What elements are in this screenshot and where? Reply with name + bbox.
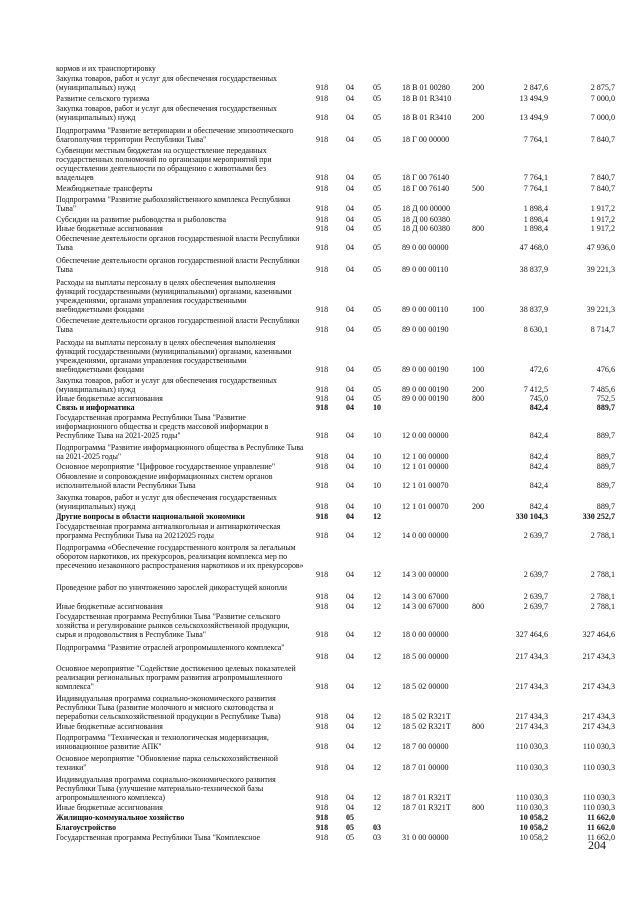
row-rz: 04: [346, 742, 355, 751]
row-sum-2025: 11 662,0: [587, 823, 615, 832]
row-csr: 18 5 02 R321T: [402, 722, 451, 731]
row-pr: 12: [373, 652, 382, 661]
row-glav: 918: [316, 793, 329, 802]
row-csr: 18 7 01 00000: [402, 763, 449, 772]
row-csr: 18 5 00 00000: [402, 652, 449, 661]
row-glav: 918: [316, 224, 329, 233]
row-rz: 04: [346, 570, 355, 579]
row-name: Иные бюджетные ассигнования: [56, 722, 163, 731]
row-glav: 918: [316, 531, 329, 540]
row-sum-2025: 39 221,3: [586, 305, 615, 314]
row-name: Иные бюджетные ассигнования: [56, 803, 163, 812]
row-glav: 918: [316, 431, 329, 440]
row-name: Проведение работ по уничтожению зарослей дикорастущей конопли: [56, 583, 287, 592]
row-name: Связь и информатика: [56, 403, 135, 412]
row-pr: 12: [373, 712, 382, 721]
row-sum-2025: 2 788,1: [590, 592, 615, 601]
row-sum-2025: 889,7: [596, 431, 615, 440]
row-sum-2024: 110 030,3: [515, 793, 548, 802]
row-sum-2025: 1 917,2: [590, 204, 615, 213]
row-pr: 12: [373, 722, 382, 731]
row-sum-2024: 13 494,9: [519, 113, 548, 122]
row-pr: 12: [373, 570, 382, 579]
row-glav: 918: [316, 682, 329, 691]
row-name: Подпрограмма «Обеспечение государственного контроля за легальным оборотом наркотиков, их прекурсоров, реализация комплекса мер по пресечению незаконного распространения наркотиков и их прекурсоров»: [56, 543, 304, 570]
row-glav: 918: [316, 803, 329, 812]
row-csr: 89 0 00 00190: [402, 394, 449, 403]
row-vr: 200: [472, 113, 485, 122]
row-vr: 800: [472, 394, 485, 403]
row-pr: 05: [373, 135, 382, 144]
row-sum-2025: 110 030,3: [582, 763, 615, 772]
row-name: Закупка товаров, работ и услуг для обеспечения государственных (муниципальных) нужд: [56, 104, 277, 122]
row-pr: 05: [373, 305, 382, 314]
row-sum-2024: 2 639,7: [523, 602, 548, 611]
row-rz: 04: [346, 325, 355, 334]
row-name: Благоустройство: [56, 823, 117, 832]
row-csr: 89 0 00 00190: [402, 365, 449, 374]
row-csr: 89 0 00 00110: [402, 305, 449, 314]
row-glav: 918: [316, 305, 329, 314]
row-pr: 05: [373, 224, 382, 233]
row-pr: 10: [373, 481, 382, 490]
row-name: Обновление и сопровождение информационных систем органов исполнительной власти Республики Тыва: [56, 472, 273, 490]
row-sum-2024: 217 434,3: [515, 682, 548, 691]
row-pr: 05: [373, 365, 382, 374]
row-csr: 18 В 01 R3410: [402, 113, 452, 122]
row-name: Закупка товаров, работ и услуг для обеспечения государственных (муниципальных) нужд: [56, 493, 277, 511]
row-glav: 918: [316, 94, 329, 103]
row-csr: 14 3 00 00000: [402, 570, 449, 579]
row-pr: 12: [373, 531, 382, 540]
row-glav: 918: [316, 243, 329, 252]
row-sum-2024: 10 058,2: [519, 813, 548, 822]
row-csr: 89 0 00 00000: [402, 243, 449, 252]
row-pr: 12: [373, 803, 382, 812]
row-name: Субвенции местным бюджетам на осуществление переданных государственных полномочий по организации мероприятий при осуществлении деятельности по обращению с животными без владельцев: [56, 146, 272, 182]
row-csr: 18 Д 00 00000: [402, 204, 451, 213]
row-glav: 918: [316, 325, 329, 334]
row-sum-2024: 842,4: [529, 403, 548, 412]
row-glav: 918: [316, 602, 329, 611]
row-pr: 05: [373, 243, 382, 252]
row-name: Подпрограмма "Развитие рыбохозяйственного комплекса Республики Тыва": [56, 195, 291, 213]
row-sum-2025: 47 936,0: [586, 243, 615, 252]
row-pr: 05: [373, 83, 382, 92]
row-sum-2025: 8 714,7: [590, 325, 615, 334]
row-sum-2025: 217 434,3: [582, 682, 615, 691]
row-glav: 918: [316, 403, 329, 412]
row-name: Обеспечение деятельности органов государственной власти Республики Тыва: [56, 256, 300, 274]
row-sum-2024: 10 058,2: [519, 823, 548, 832]
row-glav: 918: [316, 462, 329, 471]
row-sum-2025: 330 252,7: [582, 512, 615, 521]
row-sum-2025: 889,7: [596, 481, 615, 490]
row-sum-2024: 745,0: [529, 394, 548, 403]
row-glav: 918: [316, 630, 329, 639]
row-sum-2025: 217 434,3: [582, 722, 615, 731]
row-name: Государственная программа Республики Тыва "Развитие информационного общества и средств массовой информации в Республике Тыва на 2021-2025 годы": [56, 413, 269, 440]
row-sum-2024: 10 058,2: [519, 833, 548, 842]
row-rz: 04: [346, 722, 355, 731]
row-vr: 800: [472, 224, 485, 233]
row-rz: 04: [346, 94, 355, 103]
row-name: Закупка товаров, работ и услуг для обеспечения государственных (муниципальных) нужд: [56, 376, 277, 394]
row-sum-2024: 110 030,3: [515, 742, 548, 751]
row-name: Межбюджетные трансферты: [56, 184, 153, 193]
row-name: Закупка товаров, работ и услуг для обеспечения государственных (муниципальных) нужд: [56, 74, 277, 92]
row-pr: 12: [373, 602, 382, 611]
row-rz: 04: [346, 630, 355, 639]
row-csr: 12 0 00 00000: [402, 431, 449, 440]
row-name: Обеспечение деятельности органов государственной власти Республики Тыва: [56, 316, 300, 334]
row-sum-2024: 842,4: [529, 452, 548, 461]
row-name: кормов и их транспортировку: [56, 64, 156, 73]
row-rz: 04: [346, 481, 355, 490]
row-sum-2025: 110 030,3: [582, 742, 615, 751]
row-glav: 918: [316, 265, 329, 274]
row-rz: 04: [346, 243, 355, 252]
row-rz: 04: [346, 512, 355, 521]
row-sum-2025: 11 662,0: [586, 833, 615, 842]
row-sum-2025: 217 434,3: [582, 712, 615, 721]
row-name: Основное мероприятие "Цифровое государственное управление": [56, 462, 276, 471]
row-sum-2024: 110 030,3: [515, 803, 548, 812]
row-sum-2024: 7 764,1: [523, 173, 548, 182]
row-name: Индивидуальная программа социально-экономического развития Республики Тыва (улучшение материально-технической базы агропромышленного комплекса): [56, 775, 276, 802]
row-csr: 14 3 00 67000: [402, 602, 449, 611]
row-name: Иные бюджетные ассигнования: [56, 394, 163, 403]
row-pr: 05: [373, 204, 382, 213]
row-glav: 918: [316, 204, 329, 213]
row-sum-2024: 217 434,3: [515, 712, 548, 721]
row-sum-2024: 842,4: [529, 431, 548, 440]
row-sum-2024: 842,4: [529, 502, 548, 511]
row-sum-2025: 2 788,1: [590, 531, 615, 540]
row-sum-2025: 889,7: [596, 462, 615, 471]
row-glav: 918: [316, 813, 329, 822]
row-pr: 12: [373, 592, 382, 601]
row-name: Основное мероприятие "Содействие достижению целевых показателей реализации региональных программ развития агропромышленного комплекса": [56, 664, 296, 691]
row-sum-2025: 2 788,1: [590, 570, 615, 579]
row-rz: 04: [346, 224, 355, 233]
row-vr: 800: [472, 722, 485, 731]
row-pr: 05: [373, 113, 382, 122]
row-sum-2025: 889,7: [596, 502, 615, 511]
row-pr: 10: [373, 452, 382, 461]
row-glav: 918: [316, 215, 329, 224]
row-glav: 918: [316, 173, 329, 182]
page-number: 204: [588, 838, 606, 852]
row-sum-2025: 1 917,2: [590, 215, 615, 224]
row-pr: 12: [373, 742, 382, 751]
row-rz: 04: [346, 602, 355, 611]
row-name: Государственная программа антиалкогольная и антинаркотическая программа Республики Тыва на 20212025 годы: [56, 522, 281, 540]
row-glav: 918: [316, 481, 329, 490]
row-csr: 12 1 00 00000: [402, 452, 449, 461]
row-name: Государственная программа Республики Тыва "Развитие сельского хозяйства и регулирование рынков сельскохозяйственной продукции, сырья и продовольствия в Республике Тыва": [56, 612, 290, 639]
row-sum-2025: 11 662,0: [587, 813, 615, 822]
row-pr: 05: [373, 385, 382, 394]
row-csr: 18 В 01 00280: [402, 83, 450, 92]
row-pr: 12: [373, 682, 382, 691]
row-sum-2024: 330 104,3: [515, 512, 548, 521]
row-rz: 05: [346, 813, 355, 822]
row-name: Жилищно-коммунальное хозяйство: [56, 813, 185, 822]
row-glav: 918: [316, 184, 329, 193]
row-csr: 12 1 01 00000: [402, 462, 449, 471]
row-rz: 04: [346, 215, 355, 224]
row-sum-2025: 1 917,2: [590, 224, 615, 233]
row-sum-2025: 752,5: [596, 394, 615, 403]
row-vr: 200: [472, 385, 485, 394]
row-name: Подпрограмма "Развитие отраслей агропромышленного комплекса": [56, 643, 285, 652]
row-name: Иные бюджетные ассигнования: [56, 602, 163, 611]
row-glav: 918: [316, 365, 329, 374]
row-glav: 918: [316, 763, 329, 772]
row-rz: 04: [346, 135, 355, 144]
row-csr: 18 Г 00 76140: [402, 173, 450, 182]
row-vr: 100: [472, 365, 485, 374]
row-rz: 04: [346, 793, 355, 802]
row-rz: 04: [346, 265, 355, 274]
row-csr: 18 7 00 00000: [402, 742, 449, 751]
row-sum-2025: 7 840,7: [590, 135, 615, 144]
row-csr: 12 1 01 00070: [402, 502, 449, 511]
row-csr: 18 7 01 R321T: [402, 803, 451, 812]
row-sum-2024: 110 030,3: [515, 763, 548, 772]
row-pr: 05: [373, 265, 382, 274]
row-csr: 18 7 01 R321T: [402, 793, 451, 802]
row-glav: 918: [316, 113, 329, 122]
row-rz: 04: [346, 652, 355, 661]
row-rz: 04: [346, 184, 355, 193]
row-sum-2024: 217 434,3: [515, 652, 548, 661]
row-sum-2025: 889,7: [596, 403, 615, 412]
row-glav: 918: [316, 833, 329, 842]
row-glav: 918: [316, 712, 329, 721]
row-vr: 500: [472, 184, 485, 193]
row-rz: 04: [346, 83, 355, 92]
row-sum-2024: 842,4: [529, 462, 548, 471]
row-sum-2025: 7 000,0: [590, 113, 615, 122]
row-rz: 04: [346, 403, 355, 412]
row-pr: 05: [373, 173, 382, 182]
row-sum-2024: 1 898,4: [523, 215, 548, 224]
row-sum-2025: 7 000,0: [590, 94, 615, 103]
row-name: Иные бюджетные ассигнования: [56, 224, 163, 233]
row-name: Субсидии на развитие рыбоводства и рыболовства: [56, 215, 227, 224]
row-sum-2024: 7 412,5: [523, 385, 548, 394]
row-csr: 18 5 02 00000: [402, 682, 449, 691]
row-sum-2024: 842,4: [529, 481, 548, 490]
row-sum-2024: 13 494,9: [519, 94, 548, 103]
row-rz: 04: [346, 113, 355, 122]
row-csr: 14 0 00 00000: [402, 531, 449, 540]
row-csr: 89 0 00 00110: [402, 265, 449, 274]
row-sum-2025: 110 030,3: [582, 803, 615, 812]
row-sum-2024: 8 630,1: [523, 325, 548, 334]
row-glav: 918: [316, 385, 329, 394]
row-sum-2024: 472,6: [529, 365, 548, 374]
row-pr: 05: [373, 394, 382, 403]
row-csr: 89 0 00 00190: [402, 385, 449, 394]
row-rz: 05: [346, 833, 355, 842]
row-rz: 04: [346, 682, 355, 691]
row-vr: 800: [472, 602, 485, 611]
row-rz: 04: [346, 712, 355, 721]
row-sum-2024: 2 847,6: [523, 83, 548, 92]
row-rz: 04: [346, 305, 355, 314]
row-glav: 918: [316, 592, 329, 601]
row-csr: 18 Д 00 60380: [402, 215, 451, 224]
row-csr: 18 В 01 R3410: [402, 94, 452, 103]
row-sum-2025: 7 840,7: [590, 184, 615, 193]
row-name: Государственная программа Республики Тыва "Комплексное: [56, 833, 261, 842]
row-pr: 10: [373, 403, 382, 412]
row-rz: 05: [346, 823, 355, 832]
row-sum-2025: 7 840,7: [590, 173, 615, 182]
row-pr: 12: [373, 793, 382, 802]
row-sum-2025: 7 485,6: [590, 385, 615, 394]
row-rz: 04: [346, 173, 355, 182]
row-sum-2024: 1 898,4: [523, 204, 548, 213]
row-csr: 18 0 00 00000: [402, 630, 449, 639]
row-glav: 918: [316, 742, 329, 751]
row-sum-2025: 2 875,7: [590, 83, 615, 92]
row-glav: 918: [316, 394, 329, 403]
row-name: Подпрограмма "Развитие информационного общества в Республике Тыва на 2021-2025 годы": [56, 443, 304, 461]
row-pr: 12: [373, 763, 382, 772]
row-rz: 04: [346, 204, 355, 213]
row-name: Индивидуальная программа социально-экономического развития Республики Тыва (развитие молочного и мясного скотоводства и переработки сельскохозяйственной продукции в Республике Тыва): [56, 694, 281, 721]
row-name: Подпрограмма "Техническая и технологическая модернизация, инновационное развитие АПК": [56, 733, 269, 751]
row-csr: 18 Г 00 76140: [402, 184, 450, 193]
row-pr: 05: [373, 94, 382, 103]
row-pr: 10: [373, 431, 382, 440]
row-name: Расходы на выплаты персоналу в целях обеспечения выполнения функций государственными (муниципальными) органами, казенными учреждениями, органами управления государственными внебюджетными фондами: [56, 278, 292, 314]
row-rz: 04: [346, 531, 355, 540]
row-name: Подпрограмма "Развитие ветеринарии и обеспечение эпизоотического благополучия территории Республики Тыва": [56, 126, 294, 144]
row-rz: 04: [346, 803, 355, 812]
row-glav: 918: [316, 823, 329, 832]
row-rz: 04: [346, 385, 355, 394]
row-sum-2024: 7 764,1: [523, 135, 548, 144]
row-glav: 918: [316, 452, 329, 461]
row-rz: 04: [346, 365, 355, 374]
row-pr: 03: [373, 823, 382, 832]
row-csr: 31 0 00 00000: [402, 833, 449, 842]
row-glav: 918: [316, 512, 329, 521]
row-sum-2024: 38 837,9: [519, 265, 548, 274]
row-sum-2025: 110 030,3: [582, 793, 615, 802]
row-name: Обеспечение деятельности органов государственной власти Республики Тыва: [56, 234, 300, 252]
row-sum-2024: 1 898,4: [523, 224, 548, 233]
row-pr: 05: [373, 184, 382, 193]
row-csr: 14 3 00 67000: [402, 592, 449, 601]
row-sum-2024: 7 764,1: [523, 184, 548, 193]
row-pr: 03: [373, 833, 382, 842]
row-csr: 89 0 00 00190: [402, 325, 449, 334]
row-glav: 918: [316, 570, 329, 579]
row-rz: 04: [346, 763, 355, 772]
row-sum-2024: 2 639,7: [523, 531, 548, 540]
row-name: Другие вопросы в области национальной экономики: [56, 512, 245, 521]
row-csr: 18 Д 00 60380: [402, 224, 451, 233]
row-csr: 18 Г 00 00000: [402, 135, 450, 144]
row-name: Основное мероприятие "Обновление парка сельскохозяйственной техники": [56, 754, 278, 772]
row-glav: 918: [316, 722, 329, 731]
row-sum-2024: 327 464,6: [515, 630, 548, 639]
row-sum-2025: 2 788,1: [590, 602, 615, 611]
row-vr: 200: [472, 502, 485, 511]
row-pr: 05: [373, 215, 382, 224]
row-csr: 18 5 02 R321T: [402, 712, 451, 721]
row-pr: 05: [373, 325, 382, 334]
row-pr: 12: [373, 512, 382, 521]
row-sum-2025: 889,7: [596, 452, 615, 461]
row-rz: 04: [346, 502, 355, 511]
row-glav: 918: [316, 135, 329, 144]
row-rz: 04: [346, 431, 355, 440]
row-csr: 12 1 01 00070: [402, 481, 449, 490]
row-name: Развитие сельского туризма: [56, 94, 150, 103]
row-pr: 10: [373, 462, 382, 471]
row-rz: 04: [346, 592, 355, 601]
row-sum-2025: 327 464,6: [582, 630, 615, 639]
row-sum-2024: 38 837,9: [519, 305, 548, 314]
row-sum-2025: 476,6: [596, 365, 615, 374]
row-name: Расходы на выплаты персоналу в целях обеспечения выполнения функций государственными (муниципальными) органами, казенными учреждениями, органами управления государственными внебюджетными фондами: [56, 338, 292, 374]
row-vr: 200: [472, 83, 485, 92]
row-glav: 918: [316, 502, 329, 511]
row-sum-2025: 217 434,3: [582, 652, 615, 661]
row-rz: 04: [346, 394, 355, 403]
row-vr: 800: [472, 803, 485, 812]
row-glav: 918: [316, 83, 329, 92]
row-sum-2024: 2 639,7: [523, 570, 548, 579]
row-sum-2024: 217 434,3: [515, 722, 548, 731]
row-pr: 10: [373, 502, 382, 511]
row-rz: 04: [346, 462, 355, 471]
row-pr: 12: [373, 630, 382, 639]
row-glav: 918: [316, 652, 329, 661]
row-sum-2024: 47 468,0: [519, 243, 548, 252]
row-sum-2024: 2 639,7: [523, 592, 548, 601]
row-sum-2025: 39 221,3: [586, 265, 615, 274]
row-rz: 04: [346, 452, 355, 461]
row-vr: 100: [472, 305, 485, 314]
